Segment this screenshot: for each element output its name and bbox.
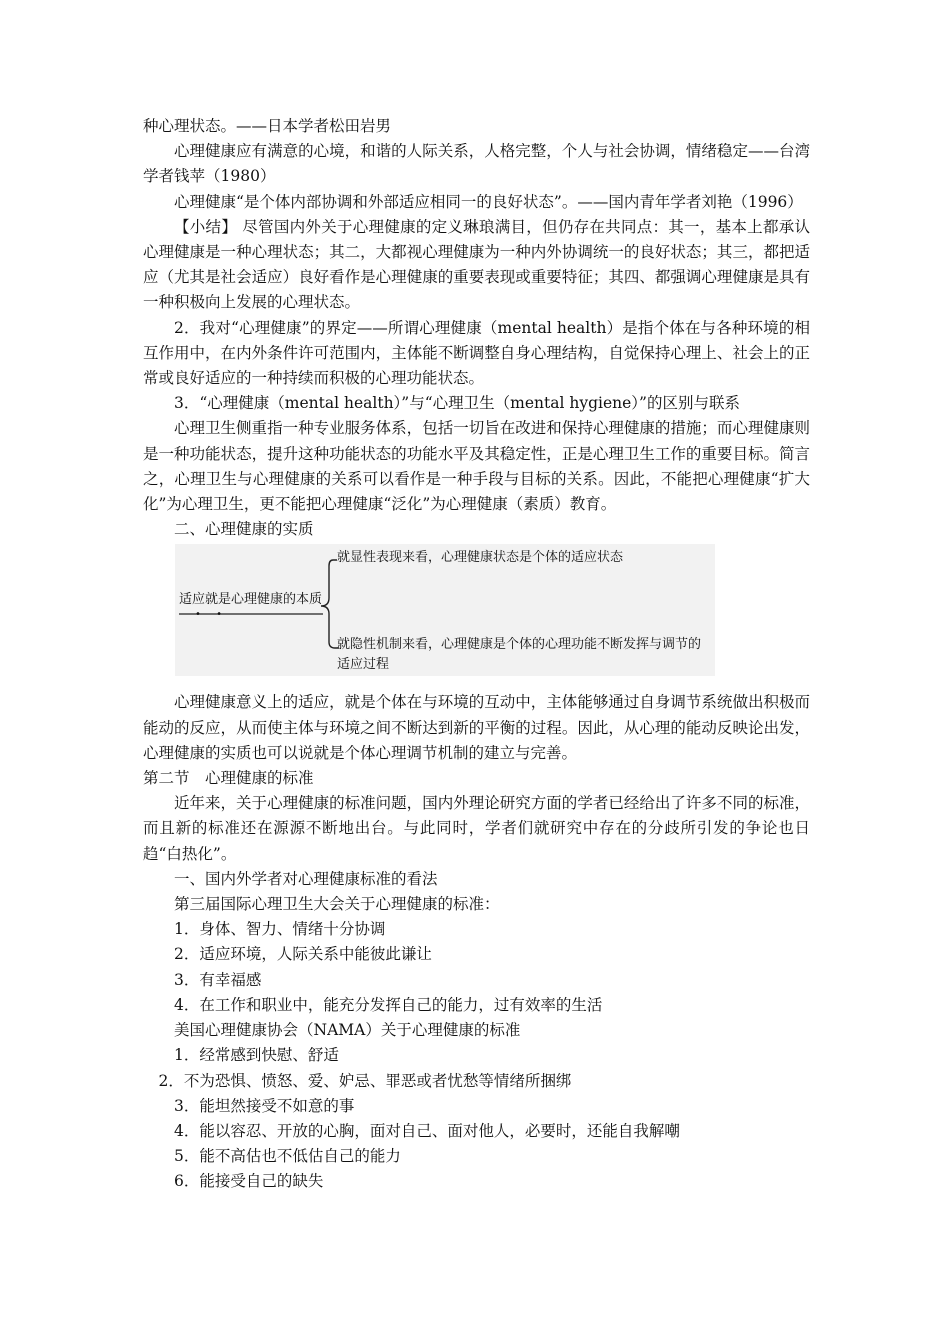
list-item: 2．不为恐惧、愤怒、爱、妒忌、罪恶或者忧愁等情绪所捆绑 bbox=[158, 1071, 572, 1090]
list-item: 4．能以容忍、开放的心胸，面对自己、面对他人，必要时，还能自我解嘲 bbox=[174, 1121, 680, 1140]
paragraph-quote-qian: 心理健康应有满意的心境，和谐的人际关系，人格完整，个人与社会协调，情绪稳定——台湾学者钱苹（1980） bbox=[143, 142, 810, 186]
heading-scholars-views: 一、国内外学者对心理健康标准的看法 bbox=[174, 869, 438, 888]
paragraph-distinction-body: 心理卫生侧重指一种专业服务体系，包括一切旨在改进和保持心理健康的措施；而心理健康则是一种功能状态，提升这种功能状态的功能水平及其稳定性，正是心理卫生工作的重要目标。简言之，心理卫生与心理健康的关系可以看作是一种手段与目标的关系。因此，不能把心理健康“扩大化”为心理卫生，更不能把心理健康“泛化”为心理健康（素质）教育。 bbox=[143, 419, 810, 514]
section-title-standards: 第二节 心理健康的标准 bbox=[143, 769, 314, 788]
document-page bbox=[143, 114, 810, 1195]
paragraph-adaptation: 心理健康意义上的适应，就是个体在与环境的互动中，主体能够通过自身调节系统做出积极而能动的反应，从而使主体与环境之间不断达到新的平衡的过程。因此，从心理的能动反映论出发，心理健康的实质也可以说就是个体心理调节机制的建立与完善。 bbox=[143, 693, 810, 762]
diagram-branch-implicit bbox=[337, 635, 701, 675]
diagram-branch-explicit: 就显性表现来看，心理健康状态是个体的适应状态 bbox=[337, 550, 624, 566]
heading-third-congress: 第三届国际心理卫生大会关于心理健康的标准： bbox=[174, 895, 500, 914]
paragraph-definition: 2．我对“心理健康”的界定——所谓心理健康（mental health）是指个体在与各种环境的相互作用中，在内外条件许可范围内，主体能不断调整自身心理结构，自觉保持心理上、社会上的正常或良好适应的一种持续而积极的心理功能状态。 bbox=[143, 318, 810, 388]
list-item: 5．能不高估也不低估自己的能力 bbox=[174, 1147, 401, 1166]
list-item: 3．有幸福感 bbox=[174, 970, 262, 989]
diagram-branch-implicit-line2: 适应过程 bbox=[337, 657, 390, 673]
list-item: 1．身体、智力、情绪十分协调 bbox=[174, 920, 386, 939]
list-item: 4．在工作和职业中，能充分发挥自己的能力，过有效率的生活 bbox=[174, 995, 603, 1014]
list-item: 3．能坦然接受不如意的事 bbox=[174, 1096, 355, 1115]
heading-nama: 美国心理健康协会（NAMA）关于心理健康的标准 bbox=[174, 1021, 521, 1040]
list-item: 1．经常感到快慰、舒适 bbox=[174, 1046, 339, 1065]
diagram-branch-implicit-line1: 就隐性机制来看，心理健康是个体的心理功能不断发挥与调节的 bbox=[337, 637, 702, 653]
list-item: 6．能接受自己的缺失 bbox=[174, 1172, 324, 1191]
paragraph-distinction-heading: 3．“心理健康（mental health）”与“心理卫生（mental hygiene）”的区别与联系 bbox=[174, 394, 740, 413]
list-item: 2．适应环境，人际关系中能彼此谦让 bbox=[174, 945, 432, 964]
paragraph-summary: 【小结】 尽管国内外关于心理健康的定义琳琅满目，但仍存在共同点：其一，基本上都承认心理健康是一种心理状态；其二，大都视心理健康为一种内外协调统一的良好状态；其三，都把适应（尤其是社会适应）良好看作是心理健康的重要表现或重要特征；其四、都强调心理健康是具有一种积极向上发展的心理状态。 bbox=[143, 217, 810, 312]
paragraph-quote-liu: 心理健康“是个体内部协调和外部适应相同一的良好状态”。——国内青年学者刘艳（1996） bbox=[174, 192, 803, 211]
paragraph-standards-intro: 近年来，关于心理健康的标准问题，国内外理论研究方面的学者已经给出了许多不同的标准，而且新的标准还在源源不断地出台。与此同时，学者们就研究中存在的分歧所引发的争论也日趋“白热化”。 bbox=[143, 794, 810, 863]
paragraph-quote-matsuda: 种心理状态。——日本学者松田岩男 bbox=[143, 117, 392, 135]
emphasis-dots: • • bbox=[195, 609, 228, 621]
essence-diagram bbox=[175, 544, 715, 676]
section-heading-essence: 二、心理健康的实质 bbox=[174, 520, 314, 539]
diagram-core-label: 适应就是心理健康的本质 bbox=[179, 592, 323, 608]
